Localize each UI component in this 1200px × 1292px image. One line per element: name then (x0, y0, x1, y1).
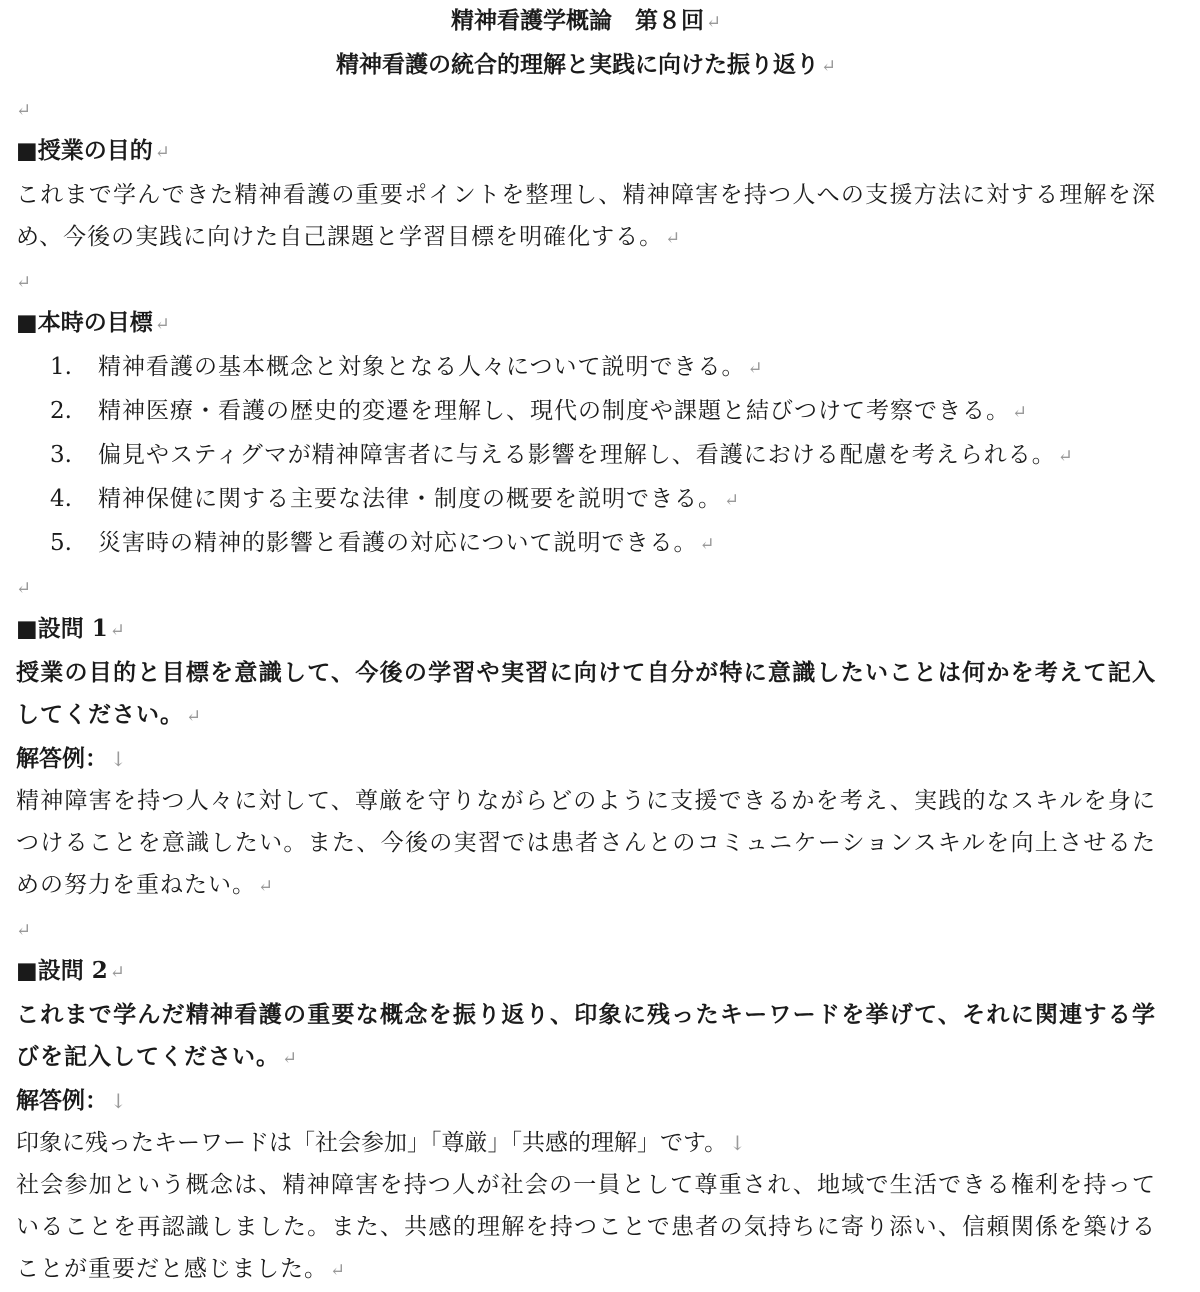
list-item-number: 2. (50, 398, 72, 424)
list-item-number: 5. (50, 530, 72, 556)
paragraph-mark-icon: ↵ (282, 1048, 299, 1069)
line-break-mark-icon: ↓ (110, 747, 127, 771)
list-item (16, 390, 1156, 434)
purpose-text: これまで学んできた精神看護の重要ポイントを整理し、精神障害を持つ人への支援方法に対する理解を深め、今後の実践に向けた自己課題と学習目標を明確化する。 ↵ (16, 182, 1156, 250)
blank-line (16, 88, 1156, 130)
list-item-number: 4. (50, 486, 72, 512)
line-break-mark-icon: ↓ (729, 1131, 746, 1155)
q2-heading: ■設問 2 ↵ (16, 957, 125, 984)
list-item (16, 434, 1156, 478)
doc-subtitle: 精神看護の統合的理解と実践に向けた振り返り ↵ (335, 51, 837, 78)
paragraph-mark-icon: ↵ (330, 1260, 347, 1281)
paragraph-mark-icon: ↵ (1057, 446, 1074, 467)
list-item (16, 478, 1156, 522)
paragraph-mark-icon: ↵ (665, 228, 682, 249)
blank-line (16, 908, 1156, 950)
paragraph-mark-icon: ↵ (699, 534, 716, 555)
line-break-mark-icon: ↓ (110, 1089, 127, 1113)
paragraph-mark-icon: ↵ (705, 12, 722, 33)
paragraph-mark-icon: ↵ (109, 620, 125, 641)
q1-heading: ■設問 1 ↵ (16, 615, 125, 642)
list-item-number: 3. (50, 442, 72, 468)
list-item-text: 災害時の精神的影響と看護の対応について説明できる。 (98, 530, 698, 556)
blank-line (16, 260, 1156, 302)
paragraph-mark-icon: ↵ (16, 578, 32, 599)
paragraph-mark-icon: ↵ (154, 314, 170, 335)
list-item-text: 偏見やスティグマが精神障害者に与える影響を理解し、看護における配慮を考えられる。 (98, 442, 1056, 468)
purpose-heading: ■授業の目的 ↵ (16, 137, 170, 164)
paragraph-mark-icon: ↵ (16, 272, 32, 293)
paragraph-mark-icon: ↵ (109, 962, 125, 983)
paragraph-mark-icon: ↵ (747, 358, 764, 379)
paragraph-mark-icon: ↵ (820, 56, 837, 77)
paragraph-mark-icon: ↵ (154, 142, 170, 163)
q2-answer-label: 解答例： ↓ (16, 1087, 127, 1114)
q2-answer-line1: 印象に残ったキーワードは「社会参加」「尊厳」「共感的理解」です。 ↓ (16, 1130, 746, 1156)
list-item (16, 346, 1156, 390)
paragraph-mark-icon: ↵ (186, 706, 203, 727)
q1-answer: 精神障害を持つ人々に対して、尊厳を守りながらどのように支援できるかを考え、実践的なスキルを身につけることを意識したい。また、今後の実習では患者さんとのコミュニケーションスキルを向上させるための努力を重ねたい。 ↵ (16, 788, 1156, 898)
list-item-text: 精神保健に関する主要な法律・制度の概要を説明できる。 (98, 486, 722, 512)
list-item-text: 精神看護の基本概念と対象となる人々について説明できる。 (98, 354, 746, 380)
paragraph-mark-icon: ↵ (258, 876, 275, 897)
list-item (16, 522, 1156, 566)
list-item-number: 1. (50, 354, 72, 380)
q2-answer-line2: 社会参加という概念は、精神障害を持つ人が社会の一員として尊重され、地域で生活できる権利を持っていることを再認識しました。また、共感的理解を持つことで患者の気持ちに寄り添い、信頼関係を築けることが重要だと感じました。 ↵ (16, 1172, 1156, 1282)
goals-heading: ■本時の目標 ↵ (16, 309, 170, 336)
doc-title: 精神看護学概論 第８回 ↵ (450, 7, 722, 34)
q1-question: 授業の目的と目標を意識して、今後の学習や実習に向けて自分が特に意識したいことは何かを考えて記入してください。 ↵ (16, 659, 1156, 728)
q2-question: これまで学んだ精神看護の重要な概念を振り返り、印象に残ったキーワードを挙げて、それに関連する学びを記入してください。 ↵ (16, 1001, 1156, 1070)
list-item-text: 精神医療・看護の歴史的変遷を理解し、現代の制度や課題と結びつけて考察できる。 (98, 398, 1010, 424)
paragraph-mark-icon: ↵ (724, 490, 741, 511)
blank-line (16, 566, 1156, 608)
goals-list (16, 346, 1156, 566)
q1-answer-label: 解答例： ↓ (16, 745, 127, 772)
paragraph-mark-icon: ↵ (16, 920, 32, 941)
paragraph-mark-icon: ↵ (16, 100, 32, 121)
paragraph-mark-icon: ↵ (1012, 402, 1029, 423)
